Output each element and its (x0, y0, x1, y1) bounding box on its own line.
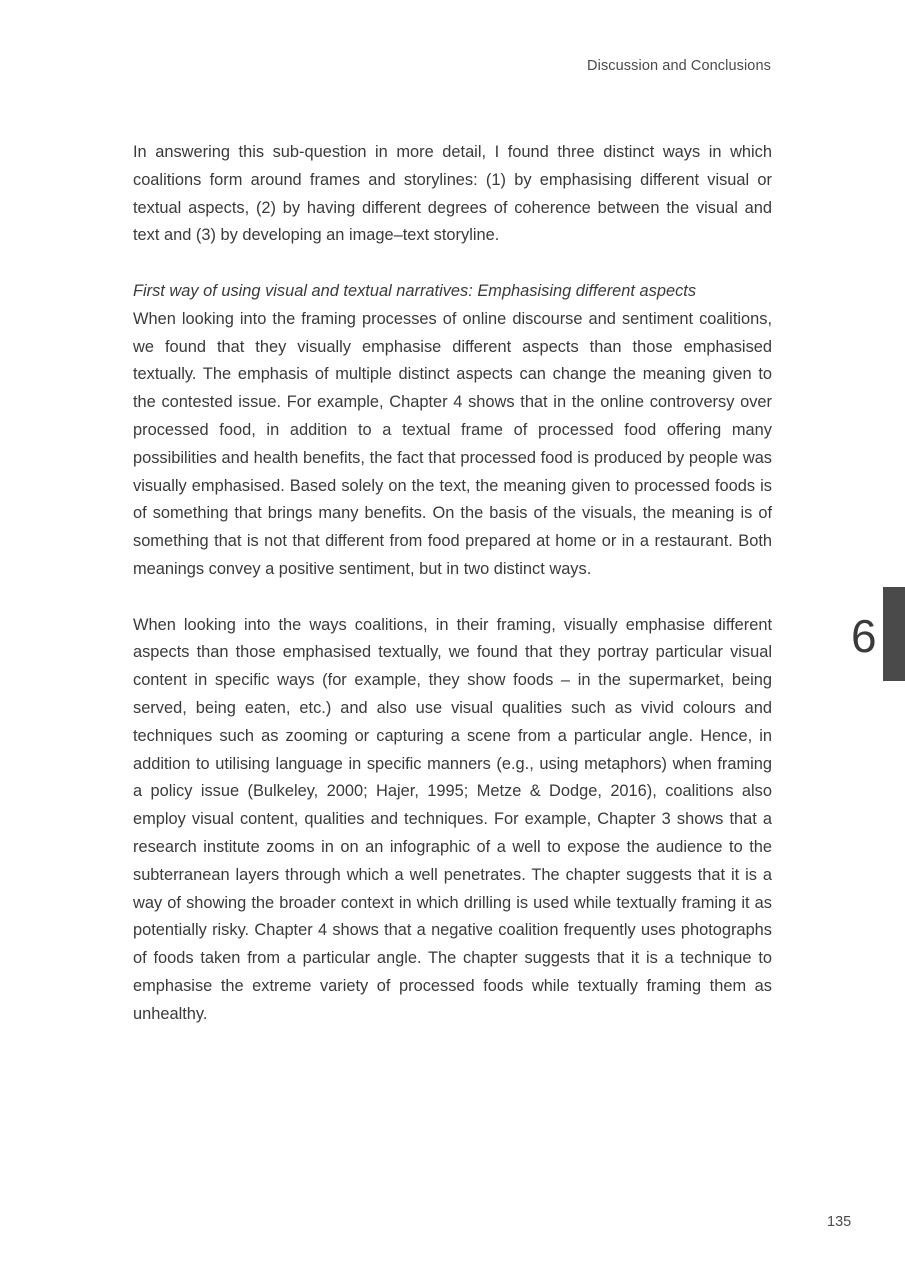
chapter-tab-marker (883, 587, 905, 681)
page-body (133, 139, 772, 1029)
running-header: Discussion and Conclusions (587, 58, 771, 74)
paragraph: When looking into the framing processes of online discourse and sentiment coalitions, we found that they visually emphasise different aspects than those emphasised textually. The emphasis of multiple distinct aspects can change the meaning given to the contested issue. For example, Chapter 4 shows that in the online controversy over processed food, in addition to a textual frame of processed food offering many possibilities and health benefits, the fact that processed food is produced by people was visually emphasised. Based solely on the text, the meaning given to processed foods is of something that brings many benefits. On the basis of the visuals, the meaning is of something that is not that different from food prepared at home or in a restaurant. Both meanings convey a positive sentiment, but in two distinct ways. (133, 309, 772, 578)
page-number: 135 (827, 1214, 852, 1230)
chapter-number: 6 (851, 610, 877, 662)
paragraph: In answering this sub-question in more detail, I found three distinct ways in which coalitions form around frames and storylines: (1) by emphasising different visual or textual aspects, (2) by having different degrees of coherence between the visual and text and (3) by developing an image–text storyline. (133, 143, 772, 245)
paragraph: When looking into the ways coalitions, in their framing, visually emphasise different aspects than those emphasised textually, we found that they portray particular visual content in specific ways (for example, they show foods – in the supermarket, being served, being eaten, etc.) and also use visual qualities such as vivid colours and techniques such as zooming or capturing a scene from a particular angle. Hence, in addition to utilising language in specific manners (e.g., using metaphors) when framing a policy issue (Bulkeley, 2000; Hajer, 1995; Metze & Dodge, 2016), coalitions also employ visual content, qualities and techniques. For example, Chapter 3 shows that a research institute zooms in on an infographic of a well to expose the audience to the subterranean layers through which a well penetrates. The chapter suggests that it is a way of showing the broader context in which drilling is used while textually framing it as potentially risky. Chapter 4 shows that a negative coalition frequently uses photographs of foods taken from a particular angle. The chapter suggests that it is a technique to emphasise the extreme variety of processed foods while textually framing them as unhealthy. (133, 615, 772, 1023)
section-heading: First way of using visual and textual narratives: Emphasising different aspects (133, 281, 697, 300)
